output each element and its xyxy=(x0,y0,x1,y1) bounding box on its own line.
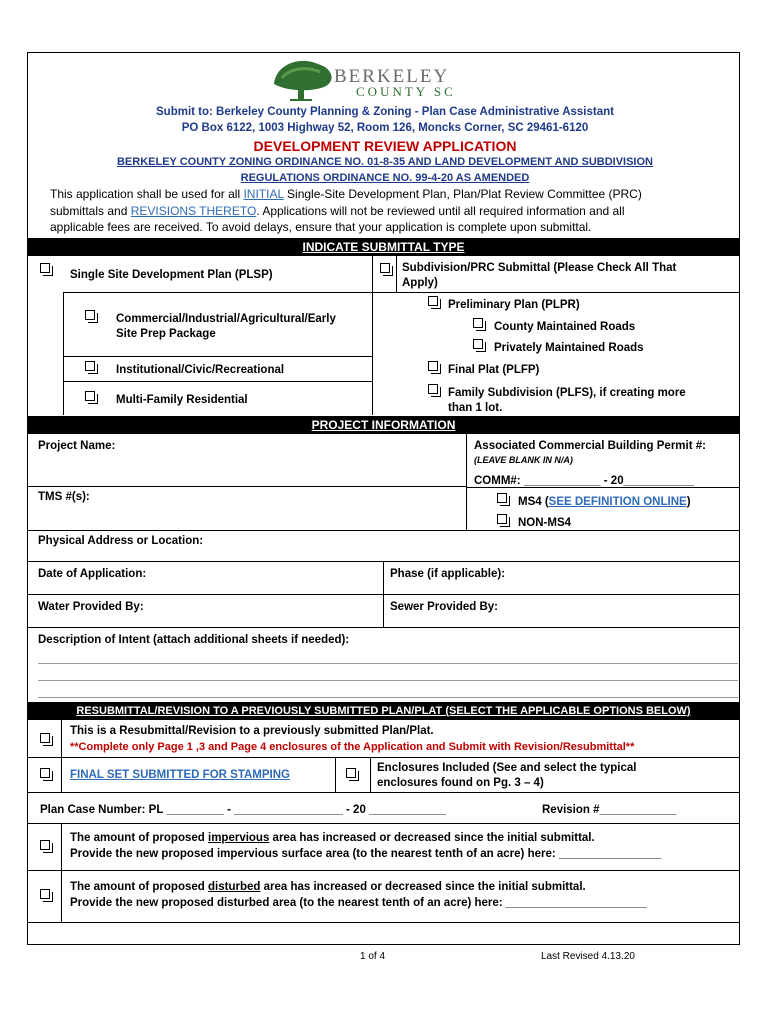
commercial-label-line2: Site Prep Package xyxy=(116,328,216,340)
institutional-checkbox[interactable] xyxy=(85,361,95,371)
ms4-label xyxy=(518,495,691,510)
ms4-text: MS4 ( xyxy=(518,496,549,508)
date-label: Date of Application: xyxy=(38,568,147,580)
multifamily-label: Multi-Family Residential xyxy=(116,394,248,406)
enclosures-line2: enclosures found on Pg. 3 – 4) xyxy=(377,777,544,789)
plpr-label: Preliminary Plan (PLPR) xyxy=(448,299,580,311)
prc-label-line1: Subdivision/PRC Submittal (Please Check All That xyxy=(402,262,677,274)
non-ms4-label: NON-MS4 xyxy=(518,517,572,529)
county-roads-label: County Maintained Roads xyxy=(494,321,636,333)
final-set-checkbox[interactable] xyxy=(40,768,50,778)
impervious-text-b: area has increased or decreased since the initial submittal. xyxy=(269,832,595,844)
resubmittal-header: RESUBMITTAL/REVISION TO A PREVIOUSLY SUBMITTED PLAN/PLAT (SELECT THE APPLICABLE OPTIONS BELOW) xyxy=(28,702,739,720)
resubmittal-row-line xyxy=(28,922,739,923)
prc-label-line2: Apply) xyxy=(402,277,438,289)
plsp-label: Single Site Development Plan (PLSP) xyxy=(70,269,273,281)
plpr-checkbox[interactable] xyxy=(428,296,438,306)
submittal-row-line xyxy=(63,381,372,382)
ms4-checkbox[interactable] xyxy=(497,493,507,503)
description-label: Description of Intent (attach additional sheets if needed): xyxy=(38,634,350,646)
ordinance-line-2: REGULATIONS ORDINANCE NO. 99-4-20 AS AMENDED xyxy=(240,172,530,184)
county-roads-checkbox[interactable] xyxy=(473,318,483,328)
enclosures-line1: Enclosures Included (See and select the typical xyxy=(377,762,637,774)
disturbed-word: disturbed xyxy=(208,881,261,893)
description-line-2[interactable] xyxy=(38,680,738,681)
enclosures-checkbox[interactable] xyxy=(346,768,356,778)
resubmittal-line2: **Complete only Page 1 ,3 and Page 4 enclosures of the Application and Submit with Revision/Resubmittal** xyxy=(70,741,635,753)
description-line-3[interactable] xyxy=(38,697,738,698)
mailing-address: PO Box 6122, 1003 Highway 52, Room 126, Moncks Corner, SC 29461-6120 xyxy=(181,122,589,134)
plfp-label: Final Plat (PLFP) xyxy=(448,364,540,376)
prc-checkbox[interactable] xyxy=(380,263,390,273)
intro-text-2: Single-Site Development Plan, Plan/Plat Review Committee (PRC) xyxy=(283,187,642,201)
impervious-area-field[interactable]: Provide the new proposed impervious surface area (to the nearest tenth of an acre) here: ________________ xyxy=(70,848,662,860)
final-set-divider xyxy=(335,757,336,792)
ms4-definition-link[interactable]: SEE DEFINITION ONLINE xyxy=(548,496,687,508)
submittal-left-inner-divider xyxy=(63,292,64,415)
resubmittal-left-divider xyxy=(61,720,62,792)
resubmittal-row-line xyxy=(28,757,739,758)
plfs-label-line1: Family Subdivision (PLFS), if creating more xyxy=(448,387,686,399)
initial-link[interactable]: INITIAL xyxy=(243,187,284,201)
project-divider xyxy=(466,434,467,530)
plfs-label-line2: than 1 lot. xyxy=(448,402,503,414)
plsp-checkbox[interactable] xyxy=(40,263,50,273)
submittal-type-header: INDICATE SUBMITTAL TYPE xyxy=(28,238,739,256)
impervious-line1 xyxy=(70,831,595,846)
last-revised: Last Revised 4.13.20 xyxy=(541,951,635,962)
resubmittal-row-line xyxy=(28,870,739,871)
project-name-label: Project Name: xyxy=(38,440,116,452)
final-set-link[interactable]: FINAL SET SUBMITTED FOR STAMPING xyxy=(70,769,290,781)
submittal-right-inner-divider xyxy=(396,256,397,292)
plfs-checkbox[interactable] xyxy=(428,384,438,394)
resubmittal-checkbox[interactable] xyxy=(40,733,50,743)
multifamily-checkbox[interactable] xyxy=(85,391,95,401)
commercial-label-line1: Commercial/Industrial/Agricultural/Early xyxy=(116,313,336,325)
commercial-checkbox[interactable] xyxy=(85,310,95,320)
page-title: DEVELOPMENT REVIEW APPLICATION xyxy=(253,138,517,154)
sewer-label: Sewer Provided By: xyxy=(390,601,499,613)
submittal-divider xyxy=(372,256,373,415)
comm-field[interactable]: COMM#: ____________ - 20___________ xyxy=(474,475,694,487)
disturbed-text-a: The amount of proposed xyxy=(70,881,208,893)
permit-label: Associated Commercial Building Permit #: xyxy=(474,440,706,452)
project-row-line xyxy=(28,627,739,628)
project-info-header: PROJECT INFORMATION xyxy=(28,416,739,434)
permit-note: (LEAVE BLANK IN N/A) xyxy=(474,455,573,465)
address-label: Physical Address or Location: xyxy=(38,535,204,547)
plfp-checkbox[interactable] xyxy=(428,361,438,371)
enclosures-divider xyxy=(370,757,371,792)
intro-text-4: . Applications will not be reviewed until all required information and all xyxy=(256,203,625,218)
ordinance-line-1: BERKELEY COUNTY ZONING ORDINANCE NO. 01-8-35 AND LAND DEVELOPMENT AND SUBDIVISION xyxy=(116,156,653,168)
page-number: 1 of 4 xyxy=(360,951,386,962)
plan-case-number-field[interactable]: Plan Case Number: PL _________ - _________________ - 20 ____________ xyxy=(40,804,446,816)
private-roads-checkbox[interactable] xyxy=(473,339,483,349)
impervious-word: impervious xyxy=(208,832,270,844)
disturbed-area-field[interactable]: Provide the new proposed disturbed area (to the nearest tenth of an acre) here: ______________________ xyxy=(70,897,647,909)
description-line-1[interactable] xyxy=(38,663,738,664)
resubmittal-row-line xyxy=(28,823,739,824)
non-ms4-checkbox[interactable] xyxy=(497,514,507,524)
impervious-text-a: The amount of proposed xyxy=(70,832,208,844)
impervious-divider xyxy=(61,823,62,923)
revision-number-field[interactable]: Revision #____________ xyxy=(542,804,677,816)
submit-to-line: Submit to: Berkeley County Planning & Zoning - Plan Case Administrative Assistant xyxy=(156,106,614,118)
project-row-line xyxy=(28,594,739,595)
submittal-row-line xyxy=(372,292,739,293)
intro-text-3: submittals and xyxy=(50,203,131,218)
water-label: Water Provided By: xyxy=(38,601,144,613)
disturbed-line1 xyxy=(70,880,586,895)
intro-text-5: applicable fees are received. To avoid delays, ensure that your application is complete upon submittal. xyxy=(50,220,592,234)
project-row-line xyxy=(466,487,739,488)
resubmittal-line1: This is a Resubmittal/Revision to a previously submitted Plan/Plat. xyxy=(70,725,434,737)
ms4-close: ) xyxy=(686,496,691,508)
institutional-label: Institutional/Civic/Recreational xyxy=(116,364,285,376)
private-roads-label: Privately Maintained Roads xyxy=(494,342,644,354)
submittal-row-line xyxy=(63,292,372,293)
project-row-line xyxy=(28,486,466,487)
tms-label: TMS #(s): xyxy=(38,491,90,503)
phase-label: Phase (if applicable): xyxy=(390,568,506,580)
disturbed-text-b: area has increased or decreased since the initial submittal. xyxy=(260,881,586,893)
submittal-row-line xyxy=(63,356,372,357)
impervious-checkbox[interactable] xyxy=(40,840,50,850)
resubmittal-row-line xyxy=(28,792,739,793)
logo-name-line1: BERKELEY xyxy=(334,66,450,87)
project-row-line xyxy=(28,530,739,531)
revisions-link[interactable]: REVISIONS THERETO xyxy=(130,203,257,218)
disturbed-checkbox[interactable] xyxy=(40,889,50,899)
logo-name-line2: COUNTY SC xyxy=(356,84,456,99)
intro-text-1: This application shall be used for all xyxy=(50,187,244,201)
